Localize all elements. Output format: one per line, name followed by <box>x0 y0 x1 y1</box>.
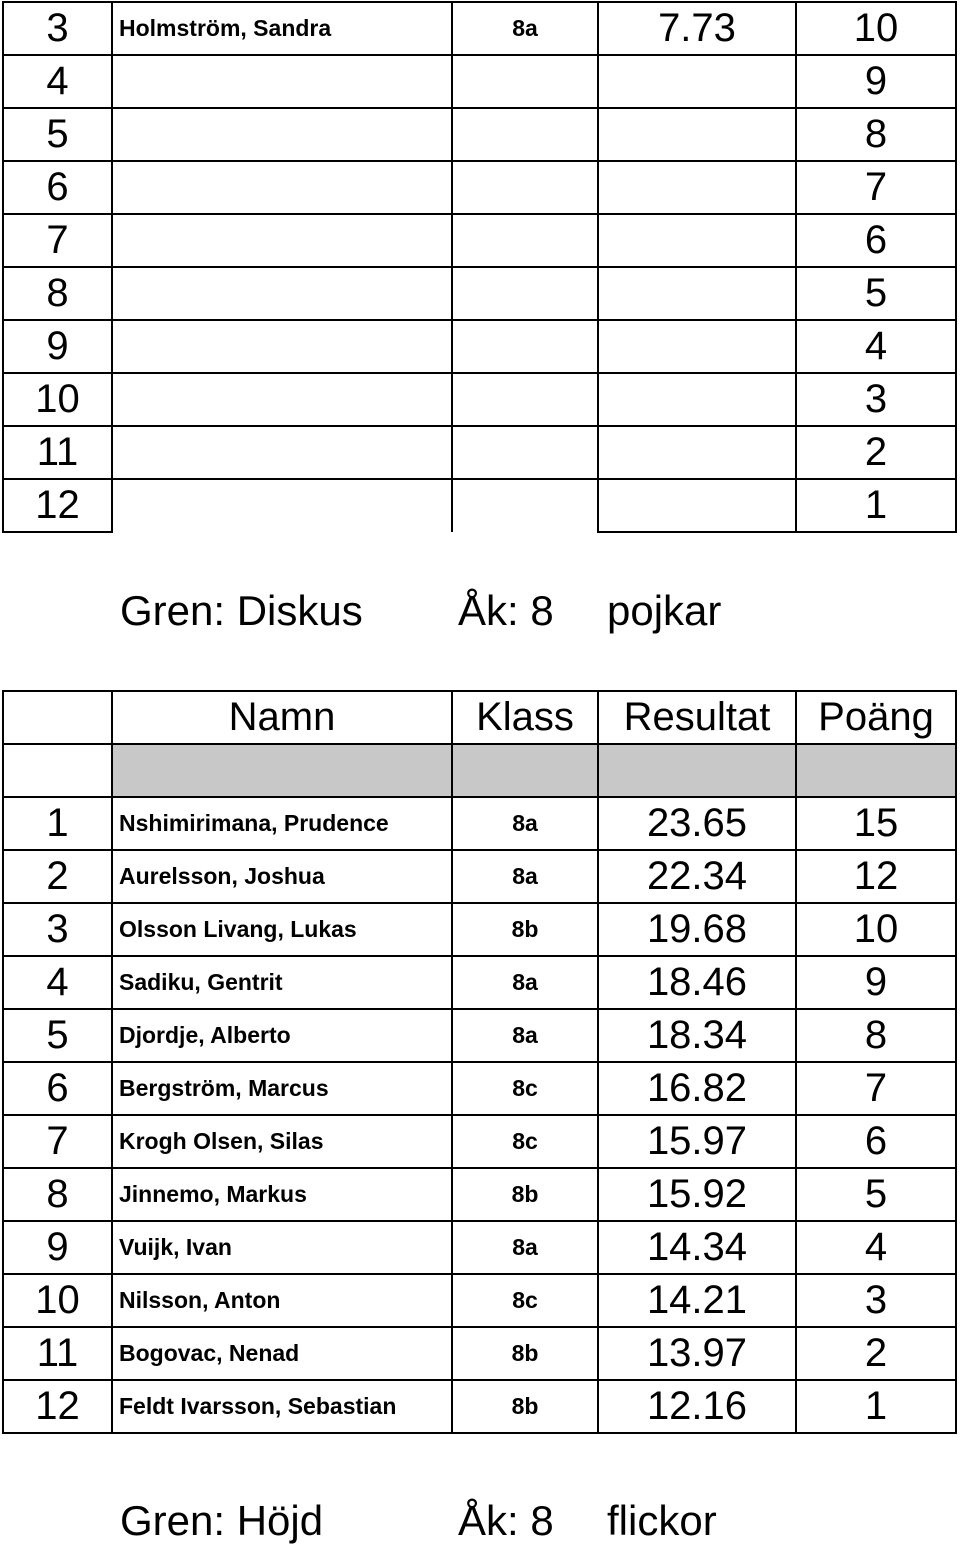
spacer-cell <box>598 744 796 797</box>
name-cell: Bergström, Marcus <box>112 1062 452 1115</box>
name-cell: Holmström, Sandra <box>112 2 452 55</box>
klass-cell <box>452 373 598 426</box>
group-label: pojkar <box>607 587 722 634</box>
spacer-cell <box>3 744 112 797</box>
place-cell: 9 <box>3 320 112 373</box>
place-cell: 7 <box>3 1115 112 1168</box>
place-cell: 1 <box>3 797 112 850</box>
result-cell: 14.21 <box>598 1274 796 1327</box>
points-cell: 6 <box>796 1115 956 1168</box>
name-cell: Djordje, Alberto <box>112 1009 452 1062</box>
header-place <box>3 691 112 744</box>
place-cell: 7 <box>3 214 112 267</box>
klass-cell <box>452 267 598 320</box>
result-cell <box>598 108 796 161</box>
name-cell: Krogh Olsen, Silas <box>112 1115 452 1168</box>
table-row <box>3 320 956 373</box>
name-cell: Feldt Ivarsson, Sebastian <box>112 1380 452 1433</box>
points-cell: 9 <box>796 956 956 1009</box>
place-cell: 4 <box>3 956 112 1009</box>
ak-label: Åk: 8 <box>458 587 554 634</box>
spacer-cell <box>796 744 956 797</box>
result-cell: 12.16 <box>598 1380 796 1433</box>
place-cell: 12 <box>3 479 112 532</box>
header-points: Poäng <box>796 691 956 744</box>
klass-cell: 8c <box>452 1274 598 1327</box>
klass-cell <box>452 426 598 479</box>
result-cell <box>598 479 796 532</box>
name-cell <box>112 55 452 108</box>
place-cell: 11 <box>3 426 112 479</box>
points-cell: 3 <box>796 373 956 426</box>
table-row <box>3 903 956 956</box>
result-cell: 16.82 <box>598 1062 796 1115</box>
klass-cell <box>452 320 598 373</box>
place-cell: 10 <box>3 1274 112 1327</box>
points-cell: 3 <box>796 1274 956 1327</box>
place-cell: 3 <box>3 903 112 956</box>
place-cell: 4 <box>3 55 112 108</box>
spacer-row <box>3 744 956 797</box>
result-cell <box>598 161 796 214</box>
result-cell: 19.68 <box>598 903 796 956</box>
name-cell: Bogovac, Nenad <box>112 1327 452 1380</box>
table-row <box>3 161 956 214</box>
spacer-cell <box>452 744 598 797</box>
name-cell: Jinnemo, Markus <box>112 1168 452 1221</box>
name-cell: Nilsson, Anton <box>112 1274 452 1327</box>
top-results-table <box>2 1 957 533</box>
result-cell <box>598 214 796 267</box>
table-row <box>3 1062 956 1115</box>
klass-cell: 8c <box>452 1062 598 1115</box>
name-cell: Vuijk, Ivan <box>112 1221 452 1274</box>
header-row <box>3 691 956 744</box>
points-cell: 4 <box>796 1221 956 1274</box>
klass-cell: 8a <box>452 956 598 1009</box>
result-cell <box>598 373 796 426</box>
klass-cell: 8a <box>452 2 598 55</box>
points-cell: 4 <box>796 320 956 373</box>
result-cell: 7.73 <box>598 2 796 55</box>
points-cell: 7 <box>796 161 956 214</box>
table-row <box>3 1380 956 1433</box>
place-cell: 10 <box>3 373 112 426</box>
points-cell: 8 <box>796 108 956 161</box>
table-row <box>3 1168 956 1221</box>
points-cell: 10 <box>796 903 956 956</box>
header-name: Namn <box>112 691 452 744</box>
name-cell: Aurelsson, Joshua <box>112 850 452 903</box>
name-cell <box>112 320 452 373</box>
gren-label: Gren: Diskus <box>120 587 363 634</box>
gren-label: Gren: Höjd <box>120 1497 324 1544</box>
result-cell: 18.46 <box>598 956 796 1009</box>
klass-cell: 8a <box>452 1221 598 1274</box>
result-cell <box>598 55 796 108</box>
klass-cell: 8a <box>452 850 598 903</box>
result-cell: 13.97 <box>598 1327 796 1380</box>
klass-cell <box>452 161 598 214</box>
header-klass: Klass <box>452 691 598 744</box>
klass-cell <box>452 108 598 161</box>
name-cell: Olsson Livang, Lukas <box>112 903 452 956</box>
diskus-results-table <box>2 690 957 1434</box>
points-cell: 7 <box>796 1062 956 1115</box>
result-cell: 15.97 <box>598 1115 796 1168</box>
table-row <box>3 426 956 479</box>
table-row <box>3 108 956 161</box>
place-cell: 8 <box>3 1168 112 1221</box>
table-row <box>3 1274 956 1327</box>
place-cell: 9 <box>3 1221 112 1274</box>
table-row <box>3 956 956 1009</box>
klass-cell: 8b <box>452 1327 598 1380</box>
klass-cell: 8b <box>452 1380 598 1433</box>
klass-cell: 8b <box>452 903 598 956</box>
table-row <box>3 1115 956 1168</box>
points-cell: 6 <box>796 214 956 267</box>
ak-label: Åk: 8 <box>458 1497 554 1544</box>
klass-cell: 8a <box>452 1009 598 1062</box>
result-cell <box>598 267 796 320</box>
points-cell: 10 <box>796 2 956 55</box>
result-cell: 18.34 <box>598 1009 796 1062</box>
result-cell: 14.34 <box>598 1221 796 1274</box>
result-cell: 15.92 <box>598 1168 796 1221</box>
points-cell: 2 <box>796 1327 956 1380</box>
klass-cell: 8b <box>452 1168 598 1221</box>
table-row <box>3 267 956 320</box>
table-row <box>3 1327 956 1380</box>
points-cell: 2 <box>796 426 956 479</box>
place-cell: 8 <box>3 267 112 320</box>
table-row <box>3 850 956 903</box>
header-result: Resultat <box>598 691 796 744</box>
table-row <box>3 2 956 55</box>
place-cell: 2 <box>3 850 112 903</box>
place-cell: 11 <box>3 1327 112 1380</box>
place-cell: 3 <box>3 2 112 55</box>
table-row <box>3 373 956 426</box>
name-cell <box>112 479 452 532</box>
table-row <box>3 1009 956 1062</box>
place-cell: 6 <box>3 1062 112 1115</box>
result-cell: 23.65 <box>598 797 796 850</box>
table-row <box>3 214 956 267</box>
place-cell: 5 <box>3 1009 112 1062</box>
spacer-cell <box>112 744 452 797</box>
klass-cell <box>452 55 598 108</box>
name-cell <box>112 108 452 161</box>
name-cell <box>112 267 452 320</box>
points-cell: 5 <box>796 1168 956 1221</box>
name-cell <box>112 214 452 267</box>
klass-cell: 8c <box>452 1115 598 1168</box>
table-row <box>3 479 956 532</box>
points-cell: 15 <box>796 797 956 850</box>
place-cell: 5 <box>3 108 112 161</box>
name-cell <box>112 373 452 426</box>
table-row <box>3 797 956 850</box>
points-cell: 5 <box>796 267 956 320</box>
table-row <box>3 55 956 108</box>
points-cell: 1 <box>796 479 956 532</box>
points-cell: 8 <box>796 1009 956 1062</box>
points-cell: 9 <box>796 55 956 108</box>
klass-cell: 8a <box>452 797 598 850</box>
result-cell <box>598 426 796 479</box>
points-cell: 1 <box>796 1380 956 1433</box>
table-row <box>3 1221 956 1274</box>
place-cell: 6 <box>3 161 112 214</box>
name-cell <box>112 161 452 214</box>
result-cell <box>598 320 796 373</box>
points-cell: 12 <box>796 850 956 903</box>
klass-cell <box>452 479 598 532</box>
group-label: flickor <box>607 1497 717 1544</box>
name-cell <box>112 426 452 479</box>
result-cell: 22.34 <box>598 850 796 903</box>
name-cell: Nshimirimana, Prudence <box>112 797 452 850</box>
klass-cell <box>452 214 598 267</box>
name-cell: Sadiku, Gentrit <box>112 956 452 1009</box>
place-cell: 12 <box>3 1380 112 1433</box>
